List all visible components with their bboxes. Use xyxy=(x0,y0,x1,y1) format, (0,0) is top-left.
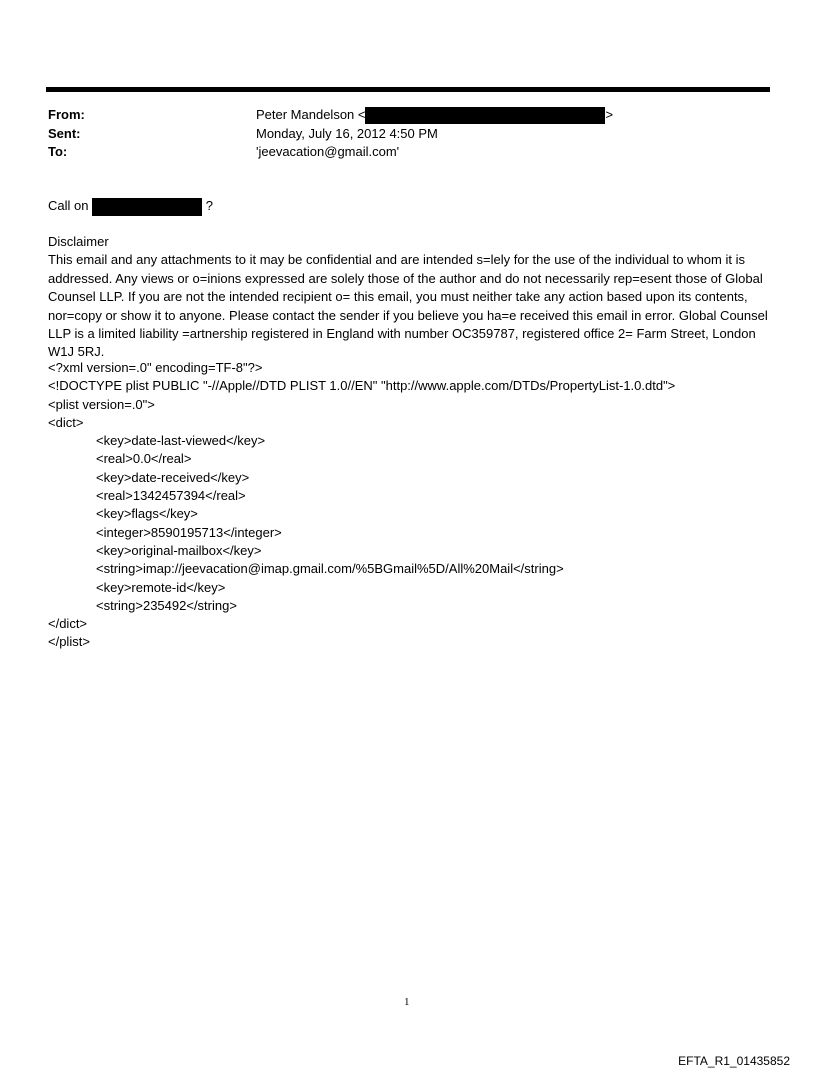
xml-line: <key>date-received</key> xyxy=(96,469,250,485)
call-suffix: ? xyxy=(205,198,213,213)
call-prefix: Call on xyxy=(48,198,93,213)
xml-line: <key>date-last-viewed</key> xyxy=(96,433,266,449)
xml-line: <key>flags</key> xyxy=(96,506,198,522)
xml-line: <integer>8590195713</integer> xyxy=(96,524,282,540)
document-id: EFTA_R1_01435852 xyxy=(678,1054,790,1068)
sent-label: Sent: xyxy=(48,126,81,141)
from-close: > xyxy=(605,107,614,122)
from-value xyxy=(256,106,613,124)
xml-line: <real>1342457394</real> xyxy=(96,488,246,504)
xml-line: </dict> xyxy=(48,616,88,632)
xml-line: <string>235492</string> xyxy=(96,597,237,613)
xml-line: <string>imap://jeevacation@imap.gmail.com/%5BGmail%5D/All%20Mail</string> xyxy=(96,561,564,577)
from-name: Peter Mandelson < xyxy=(256,107,366,122)
xml-line: </plist> xyxy=(48,634,90,650)
to-label: To: xyxy=(48,144,68,159)
sent-value: Monday, July 16, 2012 4:50 PM xyxy=(256,126,438,141)
disclaimer-text: This email and any attachments to it may be confidential and are intended s=lely for the use of the individual to whom it is addressed. Any views or o=inions expressed are solely those of the author and do not necessarily rep=esent those of Global Counsel LLP. If you are not the intended recipient o= this email, you must neither take any action based upon its contents, nor=copy or show it to anyone. Please contact the sender if you believe you ha=e received this email in error. Global Counsel LLP is a limited liability =artnership registered in England with number OC359787, registered office 2= Farm Street, London W1J 5RJ. xyxy=(48,252,768,360)
page-number: 1 xyxy=(404,996,410,1008)
call-line xyxy=(48,197,774,216)
xml-line: <plist version=.0"> xyxy=(48,396,155,412)
from-label: From: xyxy=(48,107,85,122)
header-rule xyxy=(46,87,770,92)
xml-line: <key>original-mailbox</key> xyxy=(96,542,262,558)
plist-xml xyxy=(48,359,675,652)
xml-line: <!DOCTYPE plist PUBLIC "-//Apple//DTD PLIST 1.0//EN" "http://www.apple.com/DTDs/PropertyList-1.0.dtd"> xyxy=(48,378,676,394)
redaction-block xyxy=(365,107,605,124)
to-value: 'jeevacation@gmail.com' xyxy=(256,144,400,159)
disclaimer xyxy=(48,233,774,362)
redaction-block xyxy=(92,198,202,216)
xml-line: <?xml version=.0" encoding=TF-8"?> xyxy=(48,360,263,375)
xml-line: <dict> xyxy=(48,414,84,430)
xml-line: <key>remote-id</key> xyxy=(96,579,226,595)
disclaimer-title: Disclaimer xyxy=(48,234,109,249)
xml-line: <real>0.0</real> xyxy=(96,451,192,467)
